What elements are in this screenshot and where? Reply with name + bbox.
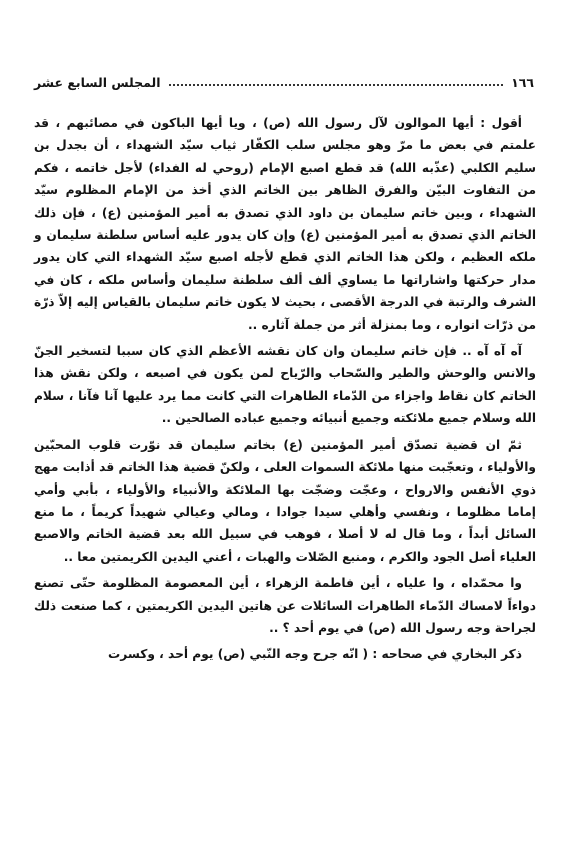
header-dotted-leader <box>169 78 504 86</box>
paragraph-4: وا محمّداه ، وا علياه ، أين فاطمة الزهراء ، أين المعصومة المظلومة حتّى تصنع دواءاً لامساك الدّماء الطاهرات السائلات عن هاتين اليدين الكريمتين ، كما صنعت ذلك لجراحة وجه رسول الله (ص) في يوم أحد ؟ .. <box>34 576 536 635</box>
paragraph-5: ذكر البخاري في صحاحه : ( انّه جرح وجه النّبي (ص) يوم أحد ، وكسرت <box>108 647 522 662</box>
page-number: ١٦٦ <box>511 74 534 90</box>
paragraph-1: أقول : أيها الموالون لآل رسول الله (ص) ، ويا أيها الباكون في مصائبهم ، قد علمتم في بعض ما مرّ وهو مجلس سلب الكفّار ثياب سيّد الشهداء ، أن بجدل بن سليم الكلبي (عذّبه الله) قد قطع اصبع الإمام (روحي له الفداء) لأجل خاتمه ، فكم من التفاوت البيّن والفرق الظاهر بين الخاتم الذي أخذ من الإمام المظلوم سيّد الشهداء ، وبين خاتم سليمان بن داود الذي تصدق به أمير المؤمنين (ع) ، فإن ذلك الخاتم الذي تصدق به أمير المؤمنين (ع) وإن كان يدور عليه أساس سلطنة سليمان و ملكه العظيم ، ولكن هذا الخاتم الذي قطع لأجله اصبع سيّد الشهداء التي كان يدور مدار حركتها واشاراتها ما يساوي ألف ألف سلطنة سليمان وأساس ملكه ، كان في الشرف والرتبة في الدرجة الأقصى ، بحيث لا يكون خاتم سليمان بالقياس إليه إلاّ ذرّة من ذرّات انواره ، وما بمنزلة أثر من جملة آثاره .. <box>34 116 536 332</box>
page-body <box>34 112 536 666</box>
paragraph-3: ثمّ ان قضية تصدّق أمير المؤمنين (ع) بخاتم سليمان قد نوّرت قلوب المحبّين والأولياء ، وتعجّبت منها ملائكة السموات العلى ، ولكنّ قضية هذا الخاتم قد أذابت مهج ذوي الأنفس والارواح ، وعجّت وضجّت بها الملائكة والأنبياء والأولياء ، بأبي وأمي إماما مظلوما ، ونفسي وأهلي سيدا جوادا ، ومالي وعيالي شهيداً كريماً ، ما منع السائل أبداً ، وما قال له لا أصلا ، فوهب في سبيل الله بعد قضية الخاتم والاصبع العلياء أصل الجود والكرم ، ومنبع الصّلات والهبات ، أعني اليدين الكريمتين معا .. <box>34 437 536 564</box>
page-header <box>34 71 534 93</box>
chapter-title: المجلس السابع عشر <box>34 74 161 90</box>
paragraph-2: آه آه آه .. فإن خاتم سليمان وان كان نقشه الأعظم الذي كان سببا لتسخير الجنّ والانس والوحش والطير والسّحاب والرّياح لمن يكون في اصبعه ، ولكن نقش هذا الخاتم كان نقاط واجزاء من الدّماء الطاهرات التي كانت مما يرد عليها آنا فآنا ، سلام الله وسلام جميع ملائكته وجميع أنبيائه وجميع عباده الصالحين .. <box>34 344 536 426</box>
